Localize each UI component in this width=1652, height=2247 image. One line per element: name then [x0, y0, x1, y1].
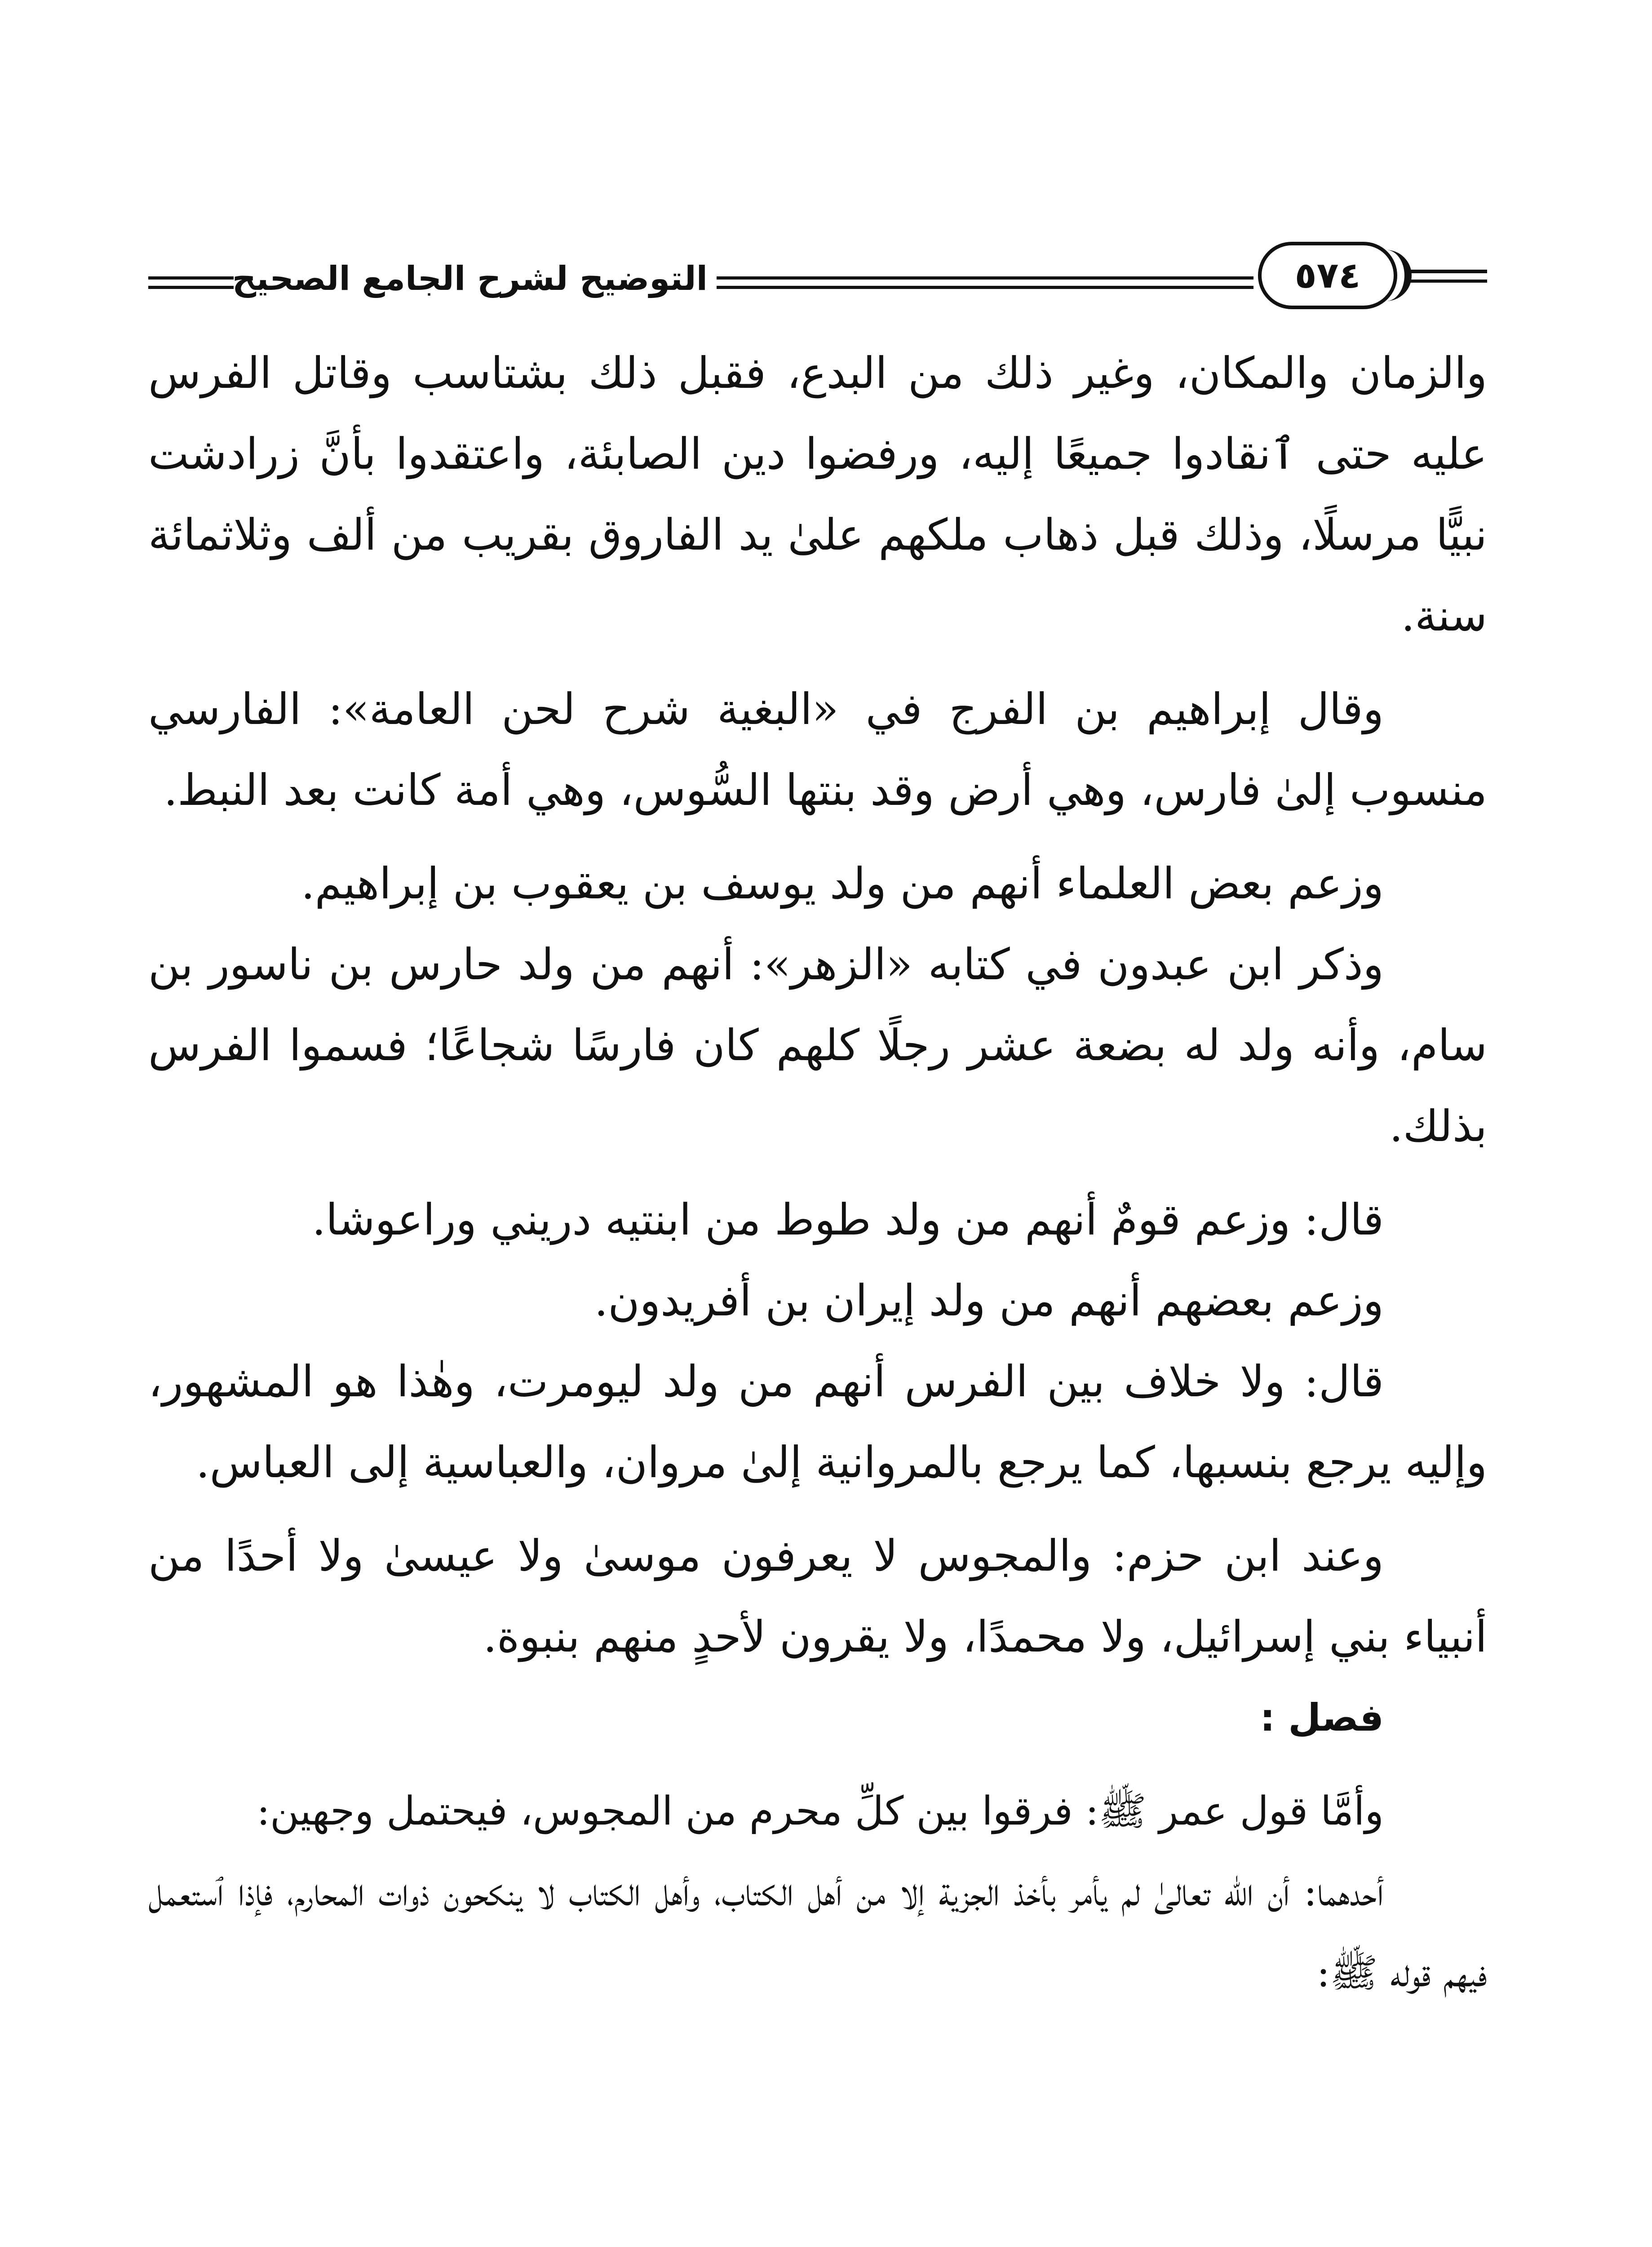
- paragraph-ibn-hazm: وعند ابن حزم: والمجوس لا يعرفون موسىٰ ولا عيسىٰ ولا أحدًا من أنبياء بني إسرائيل، ولا محمدًا، ولا يقرون لأحدٍ منهم بنبوة.: [148, 1531, 1487, 1662]
- paragraph-layumart: قال: ولا خلاف بين الفرس أنهم من ولد ليومرت، وهٰذا هو المشهور، وإليه يرجع بنسبها، كما يرجع بالمروانية إلىٰ مروان، والعباسية إلى العباس.: [148, 1356, 1487, 1488]
- page-number: ٥٧٤: [1294, 254, 1361, 296]
- header-rule-middle: [717, 276, 1253, 289]
- page-number-frame: [1258, 242, 1397, 309]
- header-rule-right-top: [1406, 270, 1487, 273]
- paragraph-iran-lineage: وزعم بعضهم أنهم من ولد إيران بن أفريدون.: [594, 1275, 1384, 1326]
- paragraph-yusuf-lineage: وزعم بعض العلماء أنهم من ولد يوسف بن يعقوب بن إبراهيم.: [301, 858, 1384, 909]
- paragraph-ibrahim-ibn-al-faraj: وقال إبراهيم بن الفرج في «البغية شرح لحن العامة»: الفارسي منسوب إلىٰ فارس، وهي أرض وقد بنتها السُّوس، وهي أمة كانت بعد النبط.: [148, 684, 1487, 815]
- page-header: [148, 234, 1487, 310]
- paragraph-tut-lineage: قال: وزعم قومٌ أنهم من ولد طوط من ابنتيه دريني وراعوشا.: [312, 1195, 1384, 1245]
- paragraph-umar-saying: وأمَّا قول عمر ﷺ: فرقوا بين كلِّ محرم من المجوس، فيحتمل وجهين:: [257, 1788, 1384, 1834]
- paragraph-first-interpretation: أحدهما: أن الله تعالىٰ لم يأمر بأخذ الجزية إلا من أهل الكتاب، وأهل الكتاب لا ينكحون ذوات المحارم، فإذا ٱستعمل فيهم قوله ﷺ:: [148, 1869, 1487, 1996]
- page-body: [148, 333, 1487, 2013]
- paragraph-ibn-abdun: وذكر ابن عبدون في كتابه «الزهر»: أنهم من ولد حارس بن ناسور بن سام، وأنه ولد له بضعة عشر رجلًا كلهم كان فارسًا شجاعًا؛ فسموا الفرس بذلك.: [148, 939, 1487, 1151]
- header-rule-right-bottom: [1406, 280, 1487, 283]
- header-rule-left: [148, 276, 234, 289]
- section-heading: فصل :: [1260, 1696, 1384, 1740]
- running-title: التوضيح لشرح الجامع الصحيح: [232, 259, 708, 298]
- paragraph-continuation: والزمان والمكان، وغير ذلك من البدع، فقبل ذلك بشتاسب وقاتل الفرس عليه حتى ٱنقادوا جميعًا إليه، ورفضوا دين الصابئة، واعتقدوا بأنَّ زرادشت نبيًّا مرسلًا، وذلك قبل ذهاب ملكهم علىٰ يد الفاروق بقريب من ألف وثلاثمائة سنة.: [148, 348, 1487, 641]
